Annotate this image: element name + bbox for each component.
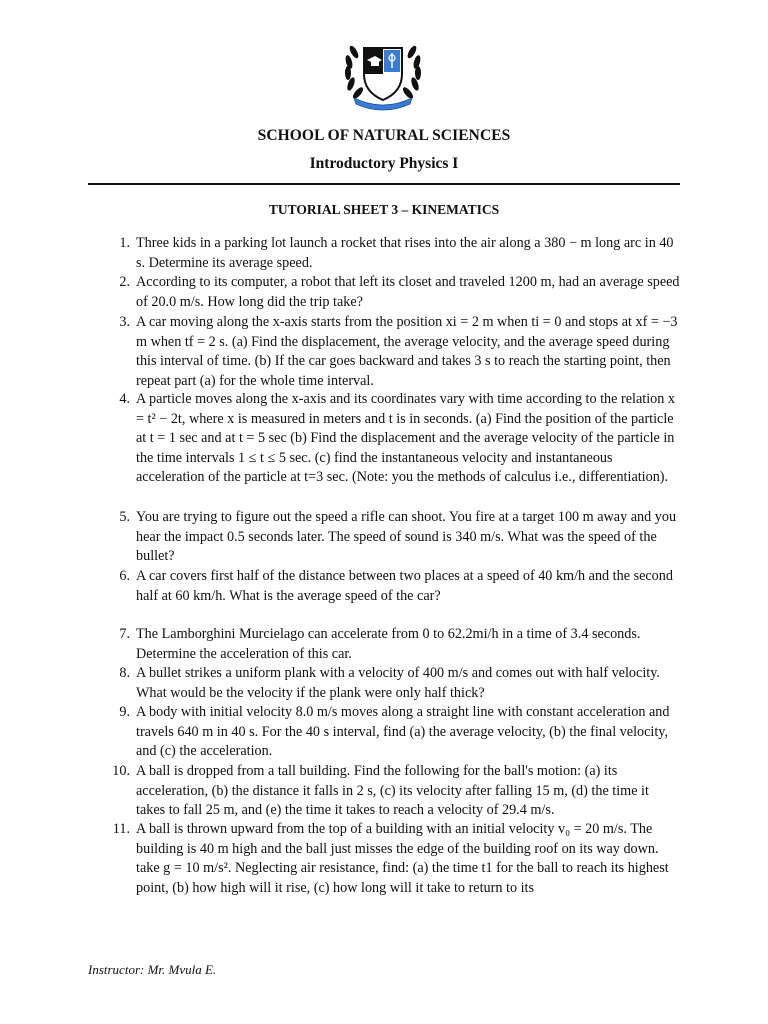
header-divider — [88, 183, 680, 185]
question-text: A car covers first half of the distance between two places at a speed of 40 km/h and the second half at 60 km/h. What is the average speed of the car? — [136, 568, 673, 604]
question-text: A bullet strikes a uniform plank with a velocity of 400 m/s and comes out with half velocity. What would be the velocity if the plank were only half thick? — [136, 665, 660, 701]
question-text: The Lamborghini Murcielago can accelerate from 0 to 62.2mi/h in a time of 3.4 seconds. Determine the acceleration of this car. — [136, 626, 641, 662]
school-name: SCHOOL OF NATURAL SCIENCES — [257, 127, 511, 144]
question-4 — [100, 390, 680, 488]
school-crest-logo — [340, 38, 426, 114]
question-number: 2. — [119, 274, 130, 290]
question-5 — [100, 508, 680, 567]
question-text: According to its computer, a robot that left its closet and traveled 1200 m, had an average speed of 20.0 m/s. How long did the trip take? — [136, 274, 680, 310]
question-number: 1. — [119, 235, 130, 251]
question-text: A car moving along the x-axis starts from the position xi = 2 m when ti = 0 and stops at xf = −3 m when tf = 2 s. (a) Find the displacement, the average velocity, and the average speed during this interval of time. (b) If the car goes backward and takes 3 s to reach the starting point, then repeat part (a) for the whole time interval. — [136, 314, 678, 389]
question-text: You are trying to figure out the speed a rifle can shoot. You fire at a target 100 m away and you hear the impact 0.5 seconds later. The speed of sound is 340 m/s. What was the speed of the bullet? — [136, 509, 677, 564]
course-title: Introductory Physics I — [309, 155, 459, 172]
question-10 — [100, 762, 680, 821]
instructor-footer: Instructor: Mr. Mvula E. — [88, 962, 217, 977]
tutorial-sheet-title: TUTORIAL SHEET 3 – KINEMATICS — [268, 202, 500, 217]
question-number: 4. — [119, 391, 130, 407]
question-number: 6. — [119, 568, 130, 584]
question-number: 5. — [119, 509, 130, 525]
question-text: A ball is dropped from a tall building. Find the following for the ball's motion: (a) its acceleration, (b) the distance it falls in 2 s, (c) its velocity after falling 15 m, (d) the time it takes to fall 25 m, and (e) the time it takes to reach a velocity of 29.4 m/s. — [136, 763, 649, 818]
question-number: 7. — [119, 626, 130, 642]
question-number: 3. — [119, 314, 130, 330]
question-6 — [100, 567, 680, 606]
question-3 — [100, 313, 680, 391]
question-1 — [100, 234, 680, 273]
question-2 — [100, 273, 680, 312]
question-11 — [100, 820, 680, 898]
question-number: 9. — [119, 704, 130, 720]
question-number: 10. — [112, 763, 130, 779]
question-text: Three kids in a parking lot launch a rocket that rises into the air along a 380 − m long arc in 40 s. Determine its average speed. — [136, 235, 674, 271]
question-9 — [100, 703, 680, 762]
question-8 — [100, 664, 680, 703]
question-text: A body with initial velocity 8.0 m/s moves along a straight line with constant acceleration and travels 640 m in 40 s. For the 40 s interval, find (a) the average velocity, (b) the final velocity, and (c) the acceleration. — [136, 704, 670, 759]
question-number: 11. — [112, 821, 130, 837]
question-7 — [100, 625, 680, 664]
question-text: A particle moves along the x-axis and its coordinates vary with time according to the relation x = t² − 2t, where x is measured in meters and t is in seconds. (a) Find the position of the particle at t = 1 sec and at t = 5 sec (b) Find the displacement and the average velocity of the particle in the time intervals 1 ≤ t ≤ 5 sec. (c) find the instantaneous velocity and instantaneous acceleration of the particle at t=3 sec. (Note: you the methods of calculus i.e., differentiation). — [136, 391, 675, 485]
question-number: 8. — [119, 665, 130, 681]
question-text: A ball is thrown upward from the top of a building with an initial velocity v₀ = 20 m/s. The building is 40 m high and the ball just misses the edge of the building roof on its way down. take g = 10 m/s². Neglecting air resistance, find: (a) the time t1 for the ball to reach its highest point, (b) how high will it rise, (c) how long will it take to return to its — [136, 821, 669, 896]
